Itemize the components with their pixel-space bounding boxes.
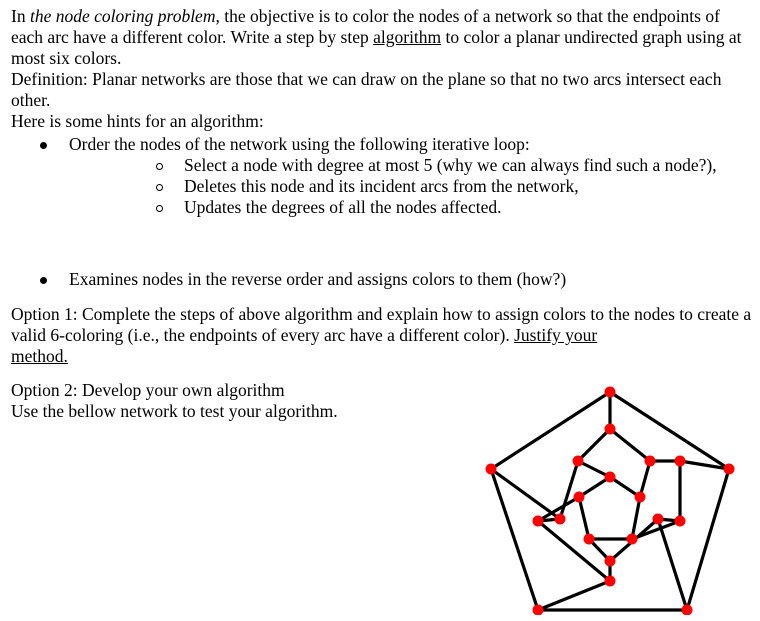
option2-line2: Use the bellow network to test your algorithm.: [11, 401, 338, 421]
hints-heading: Here is some hints for an algorithm:: [11, 111, 264, 131]
graph-edge: [491, 392, 610, 469]
definition-paragraph: Definition: Planar networks are those that we can draw on the plane so that no two arcs intersect each other.: [11, 69, 722, 110]
option1-underlined: method.: [11, 346, 68, 366]
graph-node: [653, 514, 664, 525]
graph-node: [635, 492, 646, 503]
graph-edge: [578, 429, 610, 461]
option2-line1: Option 2: Develop your own algorithm: [11, 380, 285, 400]
graph-edge: [632, 497, 640, 539]
graph-node: [675, 456, 686, 467]
graph-node: [574, 492, 585, 503]
intro-text: the objective is to color the nodes of a network so that the endpoints of each arc have a different color. Write a step by step: [11, 6, 720, 47]
graph-node: [605, 472, 616, 483]
hint-sub-list: [69, 155, 756, 218]
option1-paragraph: [11, 304, 756, 367]
hint-bullet-examine: Examines nodes in the reverse order and assigns colors to them (how?): [11, 269, 756, 290]
graph-edge: [658, 519, 687, 610]
intro-paragraph: [11, 6, 756, 69]
hint-sub-item: Deletes this node and its incident arcs from the network,: [69, 176, 756, 197]
graph-node: [486, 464, 497, 475]
graph-edge: [560, 461, 578, 519]
graph-node: [605, 424, 616, 435]
dodecahedron-graph-figure: [479, 385, 741, 615]
graph-edge: [491, 469, 538, 610]
intro-text: to color a planar undirected graph using at most six colors.: [11, 27, 742, 68]
hint-bullet-order: [11, 134, 756, 218]
intro-text: In: [11, 6, 30, 26]
graph-edge: [491, 469, 560, 519]
hint-bullet-text: Order the nodes of the network using the following iterative loop:: [69, 134, 530, 154]
graph-edge: [538, 581, 610, 610]
graph-node: [605, 387, 616, 398]
hints-list-2: [11, 269, 756, 290]
graph-node: [682, 605, 693, 616]
graph-node: [555, 514, 566, 525]
graph-node: [645, 456, 656, 467]
graph-node: [627, 534, 638, 545]
document-page: [11, 6, 756, 422]
algorithm-underlined: algorithm: [373, 27, 442, 47]
graph-edge: [640, 461, 650, 497]
graph-node: [724, 464, 735, 475]
hint-sub-item: Select a node with degree at most 5 (why we can always find such a node?),: [69, 155, 756, 176]
graph-node: [605, 576, 616, 587]
graph-node: [584, 534, 595, 545]
option1-text: Option 1: Complete the steps of above algorithm and explain how to assign colors to the nodes to create a valid 6-coloring (i.e., the endpoints of every arc have a different color).: [11, 304, 752, 345]
graph-node: [533, 516, 544, 527]
intro-emphasis: the node coloring problem,: [29, 6, 220, 26]
graph-edge: [610, 429, 650, 461]
option1-underlined: Justify your: [514, 325, 598, 345]
graph-node: [533, 605, 544, 616]
hint-sub-item: Updates the degrees of all the nodes affected.: [69, 197, 756, 218]
graph-edge: [579, 477, 610, 497]
graph-edge: [610, 392, 729, 469]
hints-list: [11, 134, 756, 218]
graph-node: [573, 456, 584, 467]
graph-node: [675, 516, 686, 527]
graph-edge: [579, 497, 589, 539]
graph-node: [605, 556, 616, 567]
graph-edge: [687, 469, 729, 610]
